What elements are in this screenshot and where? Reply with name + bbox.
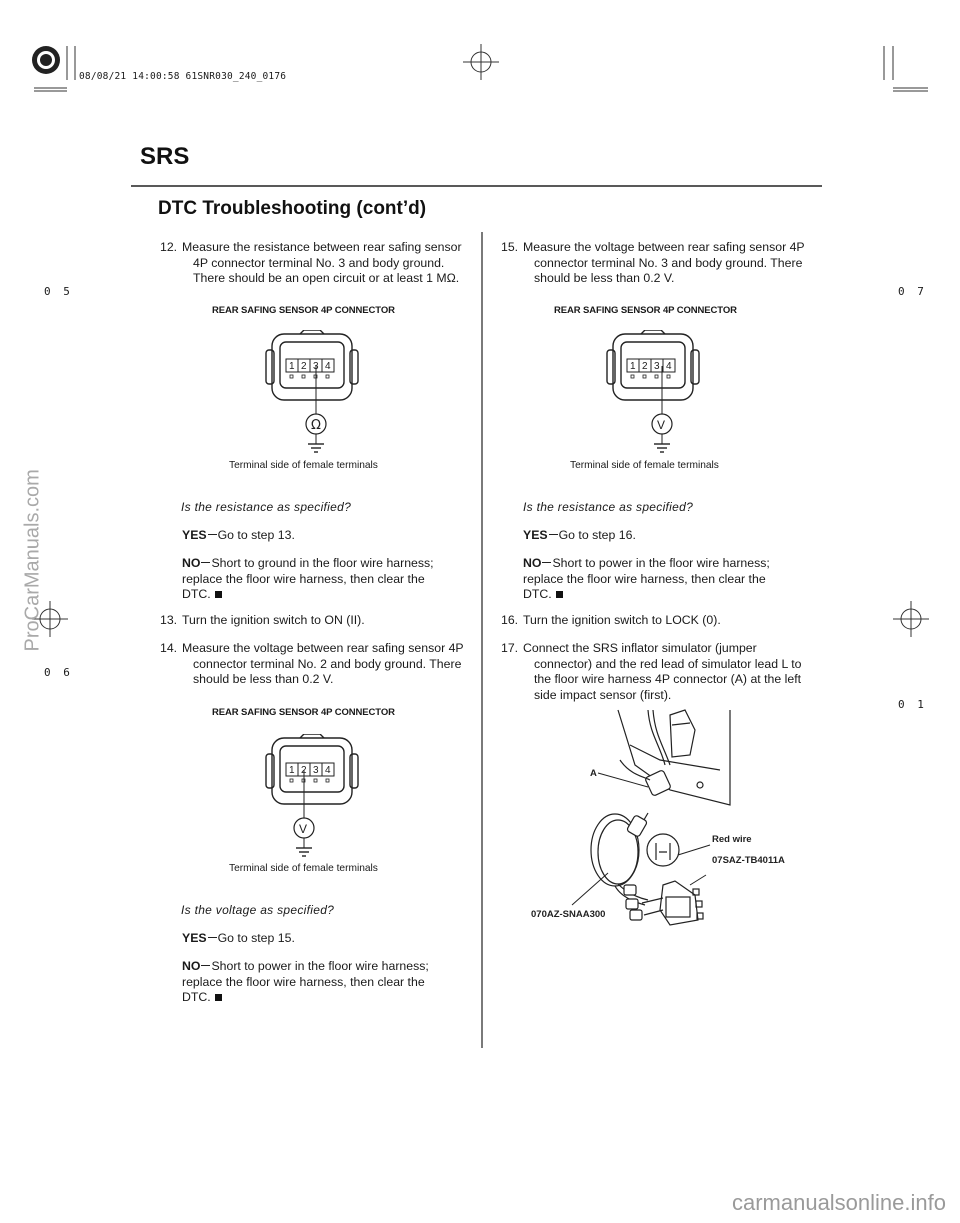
simulator-connection-illustration xyxy=(520,705,820,930)
footer-watermark: carmanualsonline.info xyxy=(731,1190,946,1215)
connector-diagram-ohm xyxy=(264,330,374,455)
connector-caption-3: REAR SAFING SENSOR 4P CONNECTOR xyxy=(554,305,737,316)
page-mark-bottom-left: 0 6 xyxy=(44,666,73,679)
pin-label-1: 1 xyxy=(630,361,636,372)
connector-diagram-volt-right xyxy=(605,330,715,455)
end-mark-icon xyxy=(215,994,222,1001)
connector-diagram-volt-left xyxy=(264,734,374,859)
label-part-070az: 070AZ-SNAA300 xyxy=(531,909,606,920)
page-mark-bottom-right: 0 1 xyxy=(898,698,927,711)
pin-label-3: 3 xyxy=(313,361,319,372)
pin-label-2: 2 xyxy=(301,765,307,776)
registration-target-icon xyxy=(32,46,60,74)
question-12: Is the resistance as specified? xyxy=(181,500,352,514)
label-red-wire: Red wire xyxy=(712,834,752,845)
pin-label-4: 4 xyxy=(325,361,331,372)
terminal-side-label-3: Terminal side of female terminals xyxy=(570,460,719,471)
pin-label-4: 4 xyxy=(325,765,331,776)
answer-no-14: NO Short to power in the floor wire harness; replace the floor wire harness, then clear the DTC. xyxy=(182,959,429,1004)
pin-label-2: 2 xyxy=(301,361,307,372)
pin-label-4: 4 xyxy=(666,361,672,372)
voltmeter-icon: V xyxy=(657,418,666,432)
pin-label-3: 3 xyxy=(654,361,660,372)
label-a: A xyxy=(590,768,597,779)
voltmeter-icon: V xyxy=(299,822,308,836)
print-stamp: 08/08/21 14:00:58 61SNR030_240_0176 xyxy=(79,71,287,82)
answer-no-12: NO Short to ground in the floor wire harness; replace the floor wire harness, then clear the DTC. xyxy=(182,556,434,601)
question-14: Is the voltage as specified? xyxy=(181,903,335,917)
answer-yes-14: YES Go to step 15. xyxy=(182,931,295,945)
label-part-07saz: 07SAZ-TB4011A xyxy=(712,855,785,866)
ohmmeter-icon: Ω xyxy=(311,418,321,433)
terminal-side-label-1: Terminal side of female terminals xyxy=(229,460,378,471)
page-title: DTC Troubleshooting (cont’d) xyxy=(158,198,427,219)
page-mark-top-left: 0 5 xyxy=(44,285,73,298)
pin-label-3: 3 xyxy=(313,765,319,776)
answer-no-15: NO Short to power in the floor wire harness; replace the floor wire harness, then clear the DTC. xyxy=(523,556,770,601)
page-mark-top-right: 0 7 xyxy=(898,285,927,298)
answer-yes-12: YES Go to step 13. xyxy=(182,528,295,542)
connector-caption-2: REAR SAFING SENSOR 4P CONNECTOR xyxy=(212,707,395,718)
pin-label-1: 1 xyxy=(289,361,295,372)
answer-yes-15: YES Go to step 16. xyxy=(523,528,636,542)
end-mark-icon xyxy=(556,591,563,598)
section-title: SRS xyxy=(140,143,190,170)
end-mark-icon xyxy=(215,591,222,598)
watermark-vertical: ProCarManuals.com xyxy=(21,469,44,652)
connector-caption-1: REAR SAFING SENSOR 4P CONNECTOR xyxy=(212,305,395,316)
terminal-side-label-2: Terminal side of female terminals xyxy=(229,863,378,874)
pin-label-1: 1 xyxy=(289,765,295,776)
question-15: Is the resistance as specified? xyxy=(523,500,694,514)
pin-label-2: 2 xyxy=(642,361,648,372)
